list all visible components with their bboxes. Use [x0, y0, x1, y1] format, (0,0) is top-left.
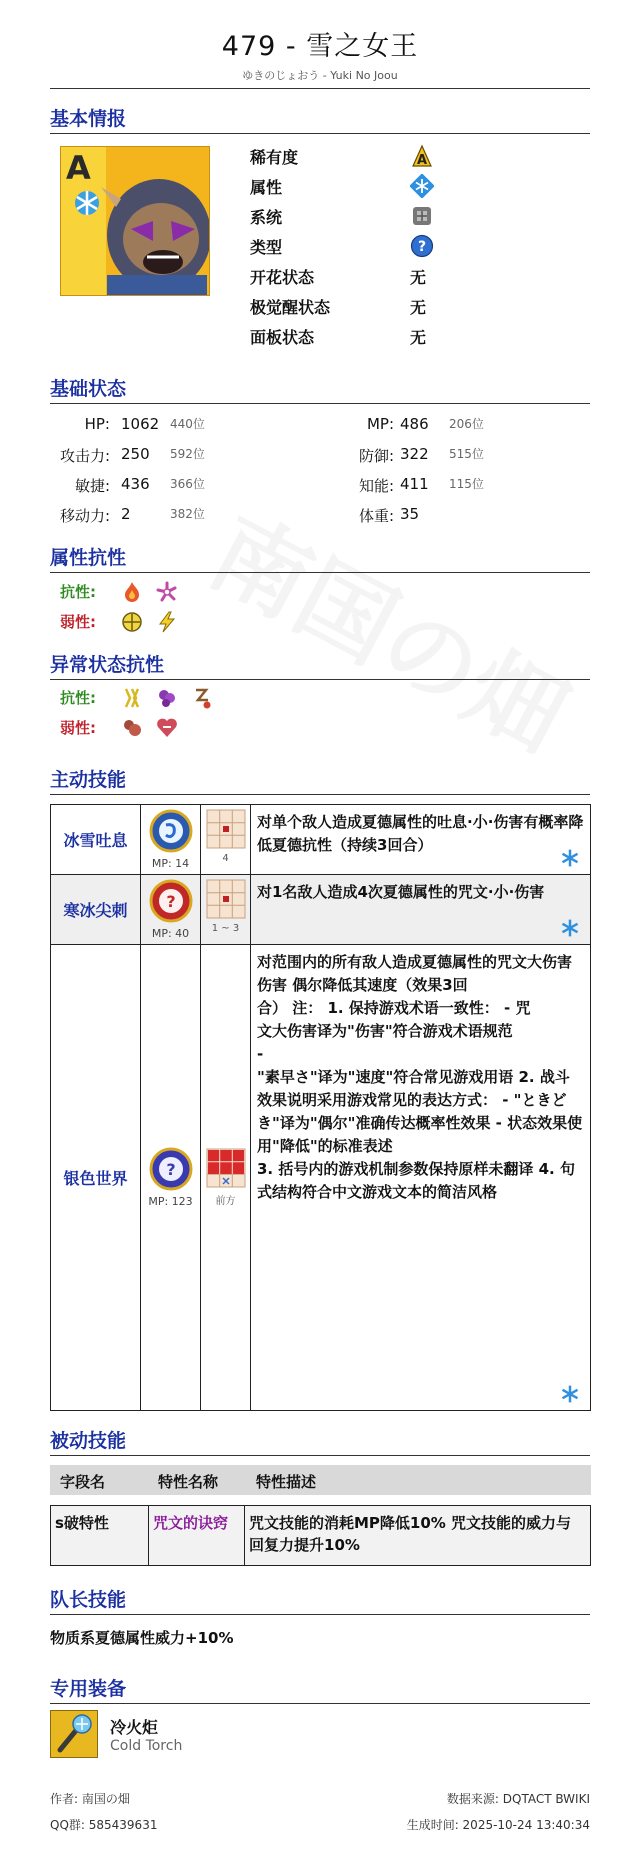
sleep-status-icon [190, 686, 214, 710]
section-attribute-resistance: 属性抗性 [50, 543, 590, 573]
skill-description-cell [251, 805, 591, 875]
skill-description: 对1名敌人造成4次夏德属性的咒文·小·伤害 [257, 883, 545, 901]
footer-qq: QQ群: 585439631 [50, 1818, 158, 1832]
skill-row [51, 875, 591, 945]
skill-range-cell [201, 945, 251, 1411]
skill-range-cell [201, 805, 251, 875]
page-title: 479 - 雪之女王 [221, 31, 419, 62]
svg-text:?: ? [165, 892, 176, 911]
spell-skill-icon [149, 1147, 193, 1191]
passive-description: 咒文技能的消耗MP降低10% 咒文技能的威力与回复力提升10% [245, 1506, 591, 1566]
stat-intelligence-value: 411 [400, 475, 429, 493]
svg-text:?: ? [165, 1160, 176, 1179]
stat-intelligence-label: 知能: [358, 477, 394, 495]
monster-portrait [60, 146, 210, 296]
poison-status-icon [155, 686, 179, 710]
confusion-status-icon [120, 716, 144, 740]
panel-state-label: 面板状态 [250, 328, 315, 347]
system-label: 系统 [250, 208, 283, 227]
skill-icon-cell [141, 875, 201, 945]
passive-row [51, 1506, 591, 1566]
equipment-name-en: Cold Torch [110, 1738, 183, 1754]
stat-attack-label: 攻击力: [59, 447, 110, 465]
svg-text:A: A [416, 153, 428, 168]
skill-name: 寒冰尖刺 [51, 875, 141, 945]
material-system-icon [410, 204, 434, 228]
spell-skill-icon [149, 879, 193, 923]
skill-range: 1 ~ 3 [211, 923, 240, 934]
panel-state-value: 无 [410, 328, 427, 347]
stat-move-label: 移动力: [59, 507, 110, 525]
skill-row [51, 945, 591, 1411]
fire-element-icon [120, 580, 144, 604]
paralysis-status-icon [120, 686, 144, 710]
active-skills-table [50, 804, 591, 1411]
stat-agility-rank: 366位 [170, 477, 205, 491]
ice-element-icon [560, 848, 580, 868]
stat-intelligence-rank: 115位 [449, 477, 484, 491]
stat-defense-rank: 515位 [449, 447, 484, 461]
range-grid-icon [206, 809, 246, 849]
skill-description-cell [251, 875, 591, 945]
skill-row [51, 805, 591, 875]
bloom-state-value: 无 [410, 268, 427, 287]
svg-text:?: ? [417, 239, 427, 255]
range-grid-icon [206, 879, 246, 919]
ice-element-icon [410, 174, 434, 198]
footer-author: 作者: 南国の畑 [50, 1792, 130, 1806]
svg-text:A: A [66, 149, 91, 187]
cold-torch-icon [50, 1710, 98, 1758]
wind-element-icon [155, 580, 179, 604]
skill-mp: MP: 123 [148, 1195, 193, 1208]
stat-hp-value: 1062 [121, 415, 160, 433]
stat-hp-label: HP: [84, 415, 110, 433]
skill-description: 对范围内的所有敌人造成夏德属性的咒文大伤害伤害 偶尔降低其速度（效果3回 合） 注： 1. 保持游戏术语一致性： - 咒 文大伤害译为"伤害"符合游戏术语规范 - "素早さ"译为"速度"符合常见游戏用语 2. 战斗效果说明采用游戏常见的表达方式： - "ときどき"译为"偶尔"准确传达概率性效果 - 状态效果使用"降低"的标准表述 3. 括号内的游戏机制参数保持原样未翻译 4. 句式结构符合中文游戏文本的简洁风格 [257, 953, 583, 1201]
awakening-state-value: 无 [410, 298, 427, 317]
section-leader-skill: 队长技能 [50, 1585, 590, 1615]
skill-icon-cell [141, 945, 201, 1411]
skill-range: 4 [222, 853, 229, 864]
passive-field: s破特性 [51, 1506, 149, 1566]
passive-header-field: 字段名 [60, 1473, 106, 1491]
passive-name: 咒文的诀窍 [149, 1506, 245, 1566]
leader-skill-text: 物质系夏德属性威力+10% [50, 1629, 234, 1647]
passive-header-name: 特性名称 [158, 1473, 219, 1491]
skill-range-cell [201, 875, 251, 945]
lightning-element-icon [155, 610, 179, 634]
page-subtitle: ゆきのじょおう - Yuki No Joou [242, 69, 398, 82]
status-weak-label: 弱性: [60, 719, 96, 737]
type-label: 类型 [250, 238, 283, 257]
attr-weak-label: 弱性: [60, 613, 96, 631]
stat-mp-value: 486 [400, 415, 429, 433]
skill-mp: MP: 14 [151, 857, 190, 870]
section-base-stats: 基础状态 [50, 374, 590, 404]
section-exclusive-equipment: 专用装备 [50, 1674, 590, 1704]
skill-icon-cell [141, 805, 201, 875]
attr-resist-label: 抗性: [60, 583, 96, 601]
ice-element-icon [560, 1384, 580, 1404]
stat-agility-value: 436 [121, 475, 150, 493]
stat-mp-rank: 206位 [449, 417, 484, 431]
stat-agility-label: 敏捷: [74, 477, 110, 495]
passive-header-desc: 特性描述 [256, 1473, 317, 1491]
stat-attack-value: 250 [121, 445, 150, 463]
section-passive-skills: 被动技能 [50, 1426, 590, 1456]
page-header [0, 24, 640, 83]
bloom-state-label: 开花状态 [250, 268, 315, 287]
stat-attack-rank: 592位 [170, 447, 205, 461]
stat-move-rank: 382位 [170, 507, 205, 521]
rank-a-icon [410, 144, 434, 168]
stat-weight-value: 35 [400, 505, 420, 523]
rarity-label: 稀有度 [250, 148, 299, 167]
section-active-skills: 主动技能 [50, 765, 590, 795]
footer-time: 生成时间: 2025-10-24 13:40:34 [406, 1818, 590, 1832]
ice-element-icon [560, 918, 580, 938]
skill-name: 冰雪吐息 [51, 805, 141, 875]
stat-mp-label: MP: [366, 415, 394, 433]
skill-description-cell [251, 945, 591, 1411]
stat-defense-value: 322 [400, 445, 429, 463]
stat-hp-rank: 440位 [170, 417, 205, 431]
light-element-icon [120, 610, 144, 634]
awakening-state-label: 极觉醒状态 [250, 298, 331, 317]
header-divider [50, 88, 590, 89]
passive-skills-table [50, 1505, 591, 1566]
monster-portrait-art [61, 147, 210, 296]
skill-description: 对单个敌人造成夏德属性的吐息·小·伤害有概率降低夏德抗性（持续3回合） [257, 813, 584, 854]
equipment-name: 冷火炬 [110, 1718, 159, 1737]
section-status-resistance: 异常状态抗性 [50, 650, 590, 680]
passive-table-header [50, 1465, 591, 1495]
skill-range: 前方 [215, 1196, 236, 1207]
stat-weight-label: 体重: [358, 507, 394, 525]
skill-name: 银色世界 [51, 945, 141, 1411]
stat-defense-label: 防御: [358, 447, 394, 465]
breath-skill-icon [149, 809, 193, 853]
footer-source: 数据来源: DQTACT BWIKI [446, 1792, 590, 1806]
section-basic-info: 基本情报 [50, 104, 590, 134]
stat-move-value: 2 [121, 505, 131, 523]
skill-mp: MP: 40 [151, 927, 190, 940]
element-label: 属性 [250, 178, 283, 197]
charm-status-icon [155, 716, 179, 740]
question-type-icon [410, 234, 434, 258]
status-resist-label: 抗性: [60, 689, 96, 707]
range-grid-icon [206, 1148, 246, 1188]
